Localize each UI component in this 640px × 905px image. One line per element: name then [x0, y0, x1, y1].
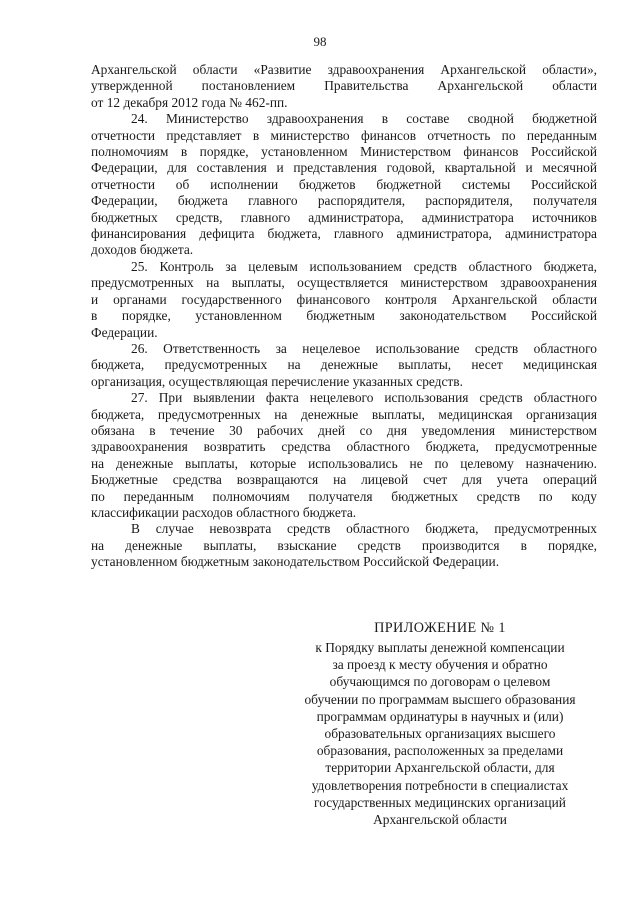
appendix-line: государственных медицинских организаций	[314, 794, 566, 810]
text-line: финансирования дефицита бюджета, главного администратора, администратора	[91, 226, 597, 242]
appendix-line: удовлетворения потребности в специалистах	[311, 777, 569, 793]
text-line: полномочиям в порядке, установленном Министерством финансов Российской	[91, 144, 597, 160]
paragraph-24	[91, 111, 597, 259]
text-line: в порядке, установленном бюджетным законодательством Российской	[91, 308, 597, 324]
paragraph-27	[91, 390, 597, 521]
text-line: 25. Контроль за целевым использованием средств областного бюджета,	[131, 258, 597, 274]
text-line: бюджета, предусмотренных на денежные выплаты, медицинская организация	[91, 406, 597, 422]
text-line: установленном бюджетным законодательством Российской Федерации.	[91, 554, 500, 570]
paragraph-28	[91, 521, 597, 570]
text-line: Федерации.	[91, 324, 158, 340]
body-text	[91, 62, 597, 571]
text-line: В случае невозврата средств областного бюджета, предусмотренных	[131, 521, 597, 537]
appendix-line: за проезд к месту обучения и обратно	[332, 657, 548, 673]
text-line: от 12 декабря 2012 года № 462-пп.	[91, 94, 288, 110]
text-line: Федерации, для составления и представления годовой, квартальной и месячной	[91, 160, 597, 176]
text-line: 26. Ответственность за нецелевое использование средств областного	[131, 340, 597, 356]
text-line: обязана в течение 30 рабочих дней со дня уведомления министерством	[91, 422, 597, 438]
text-line: бюджетных средств, главного администратора, администратора источников	[91, 209, 597, 225]
appendix-line: образовательных организациях высшего	[324, 726, 556, 742]
appendix-line: образования, расположенных за пределами	[316, 743, 564, 759]
text-line: утвержденной постановлением Правительства Архангельской области	[91, 78, 597, 94]
text-line: 24. Министерство здравоохранения в составе сводной бюджетной	[131, 111, 597, 127]
paragraph-25	[91, 259, 597, 341]
appendix-title: ПРИЛОЖЕНИЕ № 1	[374, 620, 506, 636]
appendix-line: территории Архангельской области, для	[325, 760, 555, 776]
appendix-line: программам ординатуры в научных и (или)	[316, 708, 564, 724]
text-line: Архангельской области «Развитие здравоохранения Архангельской области»,	[91, 62, 597, 77]
text-line: предусмотренных на выплаты, осуществляется министерством здравоохранения	[91, 275, 597, 291]
text-line: 27. При выявлении факта нецелевого использования средств областного	[131, 390, 597, 406]
text-line: и органами государственного финансового контроля Архангельской области	[91, 291, 597, 307]
text-line: классификации расходов областного бюджета.	[91, 504, 357, 520]
appendix-line: обучающимся по договорам о целевом	[329, 674, 551, 690]
paragraph-26	[91, 341, 597, 390]
appendix-line: Архангельской области	[373, 812, 507, 828]
text-line: бюджета, предусмотренных на денежные выплаты, несет медицинская	[91, 357, 597, 373]
page-number: 98	[313, 34, 327, 49]
appendix-line: обучении по программам высшего образования	[304, 691, 576, 707]
text-line: по переданным полномочиям получателя бюджетных средств по коду	[91, 488, 597, 504]
text-line: на денежные выплаты, которые использовались не по целевому назначению.	[91, 455, 597, 471]
text-line: организация, осуществляющая перечисление указанных средств.	[91, 373, 463, 389]
text-line: здравоохранения возвратить средства областного бюджета, предусмотренные	[91, 439, 597, 455]
text-line: Бюджетные средства возвращаются на лицевой счет для учета операций	[91, 472, 597, 488]
text-line: доходов бюджета.	[91, 242, 194, 258]
appendix-header	[282, 620, 598, 828]
paragraph-intro	[91, 62, 597, 111]
text-line: отчетности об исполнении бюджетов бюджетной системы Российской	[91, 176, 597, 192]
text-line: Федерации, бюджета главного распорядителя, распорядителя, получателя	[91, 193, 597, 209]
text-line: на денежные выплаты, взыскание средств производится в порядке,	[91, 537, 597, 553]
appendix-caption	[282, 639, 598, 828]
appendix-line: к Порядку выплаты денежной компенсации	[315, 640, 565, 655]
text-line: отчетности представляет в министерство финансов отчетность по переданным	[91, 127, 597, 143]
